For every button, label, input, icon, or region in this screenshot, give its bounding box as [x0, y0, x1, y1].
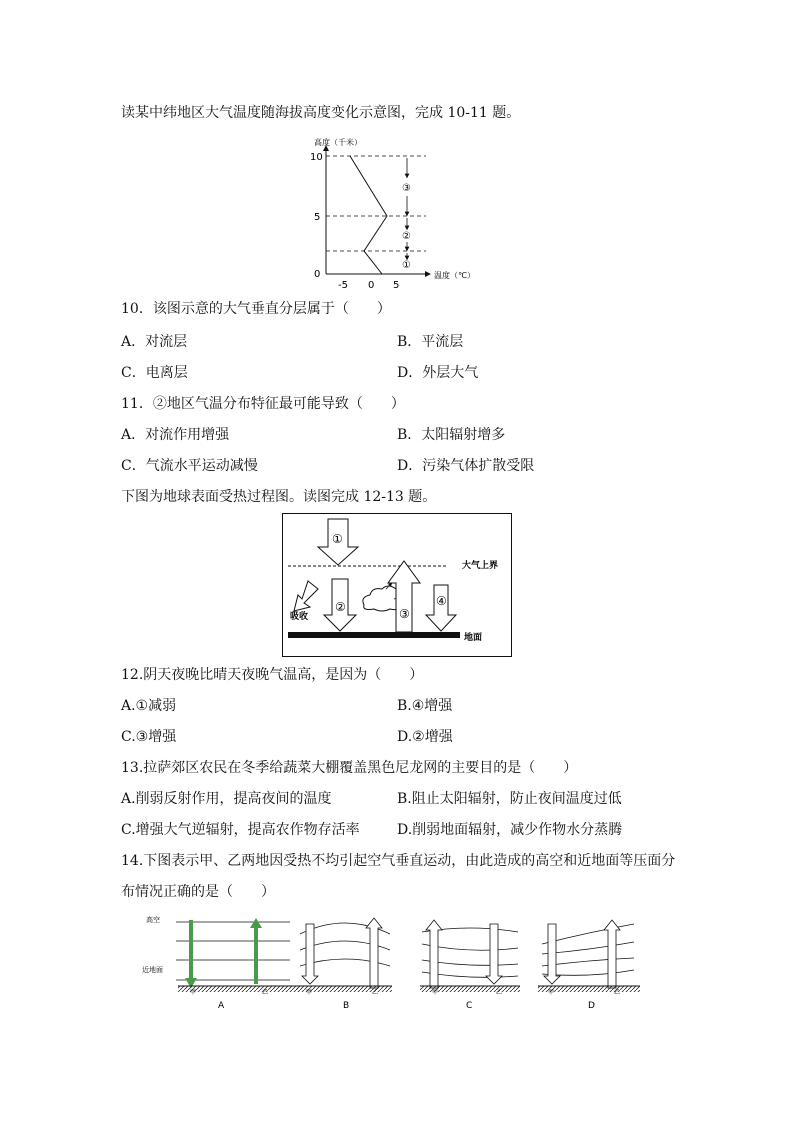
x-tick-0: 0: [368, 280, 375, 291]
q12-option-b: B.④增强: [397, 698, 453, 714]
q12-option-a: A.①减弱: [121, 698, 177, 714]
x-tick-5: 5: [393, 280, 400, 291]
layer-1-label: ①: [402, 260, 411, 271]
y-axis-label: 高度（千米）: [314, 138, 362, 147]
panel-a-label: A: [218, 1001, 225, 1011]
arrow-1-label: ①: [332, 532, 343, 546]
q11-option-c: C．气流水平运动减慢: [121, 458, 258, 474]
q12-option-c: C.③增强: [121, 729, 177, 745]
y-tick-10: 10: [310, 152, 323, 163]
panel-c-yi: 乙: [496, 989, 503, 996]
q12-option-d: D.②增强: [397, 729, 453, 745]
arrow-3-label: ③: [399, 607, 410, 621]
panel-a-yi: 乙: [262, 989, 269, 996]
q10-option-b: B．平流层: [397, 334, 464, 350]
q13-option-c: C.增强大气逆辐射，提高农作物存活率: [121, 822, 360, 838]
panel-d-yi: 乙: [614, 989, 621, 996]
panel-a: [142, 915, 298, 1011]
panel-c: [420, 920, 520, 1011]
label-high-altitude: 高空: [146, 916, 160, 924]
absorb-label: 吸收: [290, 612, 309, 622]
panel-b: [296, 918, 392, 1011]
layer-3-label: ③: [402, 183, 411, 194]
panel-b-label: B: [343, 1001, 350, 1011]
heating-process-figure: [282, 513, 512, 657]
temperature-altitude-figure: [290, 134, 490, 294]
temperature-curve: [350, 156, 387, 274]
x-tick-minus5: -5: [338, 280, 348, 291]
q13-option-b: B.阻止太阳辐射，防止夜间温度过低: [397, 791, 622, 807]
y-tick-0: 0: [314, 269, 321, 280]
panel-d: [538, 920, 640, 1011]
panel-c-jia: 甲: [432, 989, 439, 996]
q11-option-b: B．太阳辐射增多: [397, 427, 506, 443]
q14-stem-line-2: 布情况正确的是（ ）: [121, 884, 275, 900]
isobar-panels-figure: [140, 910, 660, 1014]
q10-option-a: A．对流层: [121, 334, 188, 350]
y-tick-5: 5: [314, 212, 321, 223]
arrow-2-label: ②: [335, 600, 346, 614]
atmosphere-top-label: 大气上界: [462, 561, 499, 571]
q11-stem: 11．②地区气温分布特征最可能导致（ ）: [121, 396, 405, 412]
q10-stem: 10．该图示意的大气垂直分层属于（ ）: [121, 301, 391, 317]
panel-b-jia: 甲: [306, 989, 313, 996]
x-axis-label: 温度（℃）: [434, 271, 475, 280]
label-near-ground: 近地面: [142, 966, 163, 974]
q11-option-d: D．污染气体扩散受限: [397, 458, 535, 474]
intro-text-1: 读某中纬地区大气温度随海拔高度变化示意图，完成 10-11 题。: [121, 105, 521, 121]
panel-b-yi: 乙: [372, 989, 379, 996]
q13-stem: 13.拉萨郊区农民在冬季给蔬菜大棚覆盖黑色尼龙网的主要目的是（ ）: [121, 760, 578, 776]
arrow-4-label: ④: [436, 594, 447, 608]
intro-text-2: 下图为地球表面受热过程图。读图完成 12-13 题。: [121, 489, 437, 505]
q10-option-c: C．电离层: [121, 365, 188, 381]
ground-surface: [288, 632, 460, 638]
layer-2-label: ②: [402, 231, 411, 242]
q11-option-a: A．对流作用增强: [121, 427, 230, 443]
panel-d-jia: 甲: [548, 989, 555, 996]
q14-stem-line-1: 14.下图表示甲、乙两地因受热不均引起空气垂直运动，由此造成的高空和近地面等压面分: [121, 853, 676, 869]
q13-option-d: D.削弱地面辐射，减少作物水分蒸腾: [397, 822, 623, 838]
ground-label: 地面: [464, 633, 483, 643]
q12-stem: 12.阴天夜晚比晴天夜晚气温高，是因为（ ）: [121, 667, 424, 683]
q13-option-a: A.削弱反射作用，提高夜间的温度: [121, 791, 332, 807]
panel-c-label: C: [466, 1001, 473, 1011]
q10-option-d: D．外层大气: [397, 365, 479, 381]
panel-d-label: D: [588, 1001, 595, 1011]
panel-a-jia: 甲: [190, 989, 197, 996]
